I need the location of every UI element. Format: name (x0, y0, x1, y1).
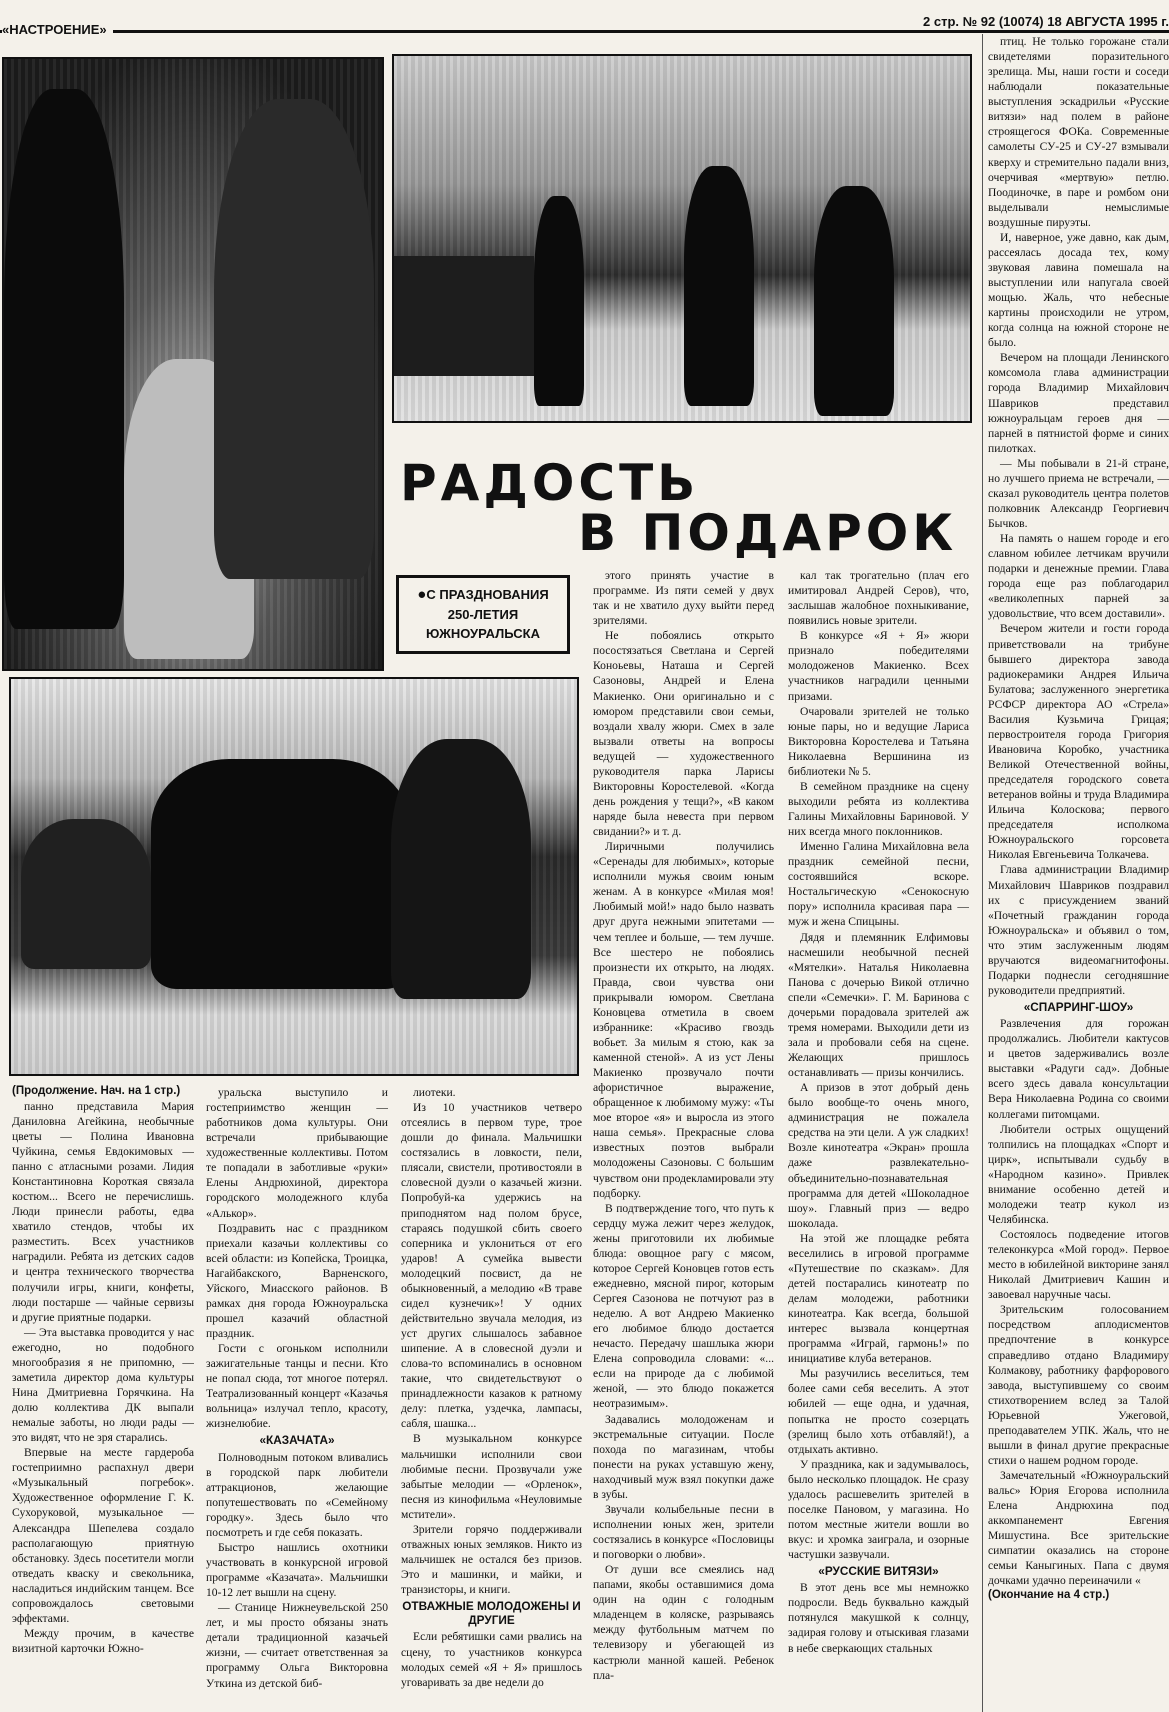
paragraph: уральска выступило и гостеприимство женщин — работников дома культуры. Они встречали прибывающие художественные коллективы. Потом те попадали в заботливые «руки» Елены Андрюхиной, директора городского молодежного клуба «Алькор». (206, 1086, 388, 1220)
paragraph: Замечательный «Южноуральский вальс» Юрия Егорова исполнила Елена Андрюхина под аккомпанемент Евгения Мишустина. Все зрительские симпатии оказались на стороне семьи Каныгиных. Папа с двумя дочками удачно переиначили « (988, 1469, 1169, 1588)
continuation-note: (Окончание на 4 стр.) (988, 1588, 1110, 1601)
paragraph: Именно Галина Михайловна вела праздник семейной песни, состоявшийся вскоре. Ностальгическую «Сенокосную пору» исполнила красивая пара — муж и жена Спицыны. (788, 840, 969, 929)
paragraph: Между прочим, в качестве визитной карточки Южно- (12, 1626, 194, 1656)
paragraph: Глава администрации Владимир Михайлович Шавриков поздравил их с присуждением званий «Почетный гражданин города Южноуральска» и объявил о том, что этим заслуженным людям вручаются видеомагнитофоны. Подарки поднесли сегодняшние руководители предприятий. (988, 863, 1169, 997)
paragraph: Быстро нашлись охотники участвовать в конкурсной игровой программе «Казачата». Мальчишки 10-12 лет вышли на сцену. (206, 1540, 388, 1600)
kicker-box (396, 575, 570, 654)
photo-cossack-horsemen (9, 677, 579, 1076)
paragraph: Дядя и племянник Елфимовы насмешили необычной песней «Мятелки». Наталья Николаевна Панова с дочерью Викой отлично спели «Семечки». Г. М. Баринова с дочерьми порадовала зрителей аж тремя номерами. Выходили дети из зала и пробовали себя на сцене. Желающих пришлось останавливать — призы кончились. (788, 930, 969, 1080)
paragraph: В этот день все мы немножко подросли. Ведь буквально каждый потянулся макушкой к солнцу, задирая голову и отыскивая глазами в небе сверкающих стальных (788, 1581, 969, 1655)
paragraph: кал так трогательно (плач его имитировал Андрей Серов), что, заслышав жалобное похныкивание, появились новые зрители. (788, 569, 969, 628)
paragraph: — Мы побывали в 21-й стране, но лучшего приема не встречали, — сказал руководитель центра полетов полковник Александр Георгиевич Бычков. (988, 456, 1169, 530)
paragraph: птиц. Не только горожане стали свидетелями поразительного зрелища. Мы, наши гости и соседи наблюдали показательные выступления эскадрильи «Русские витязи» над полем в районе строящегося ФОКа. Современные самолеты СУ-25 и СУ-27 взмывали кверху и стремительно падали вниз, очерчивая «мертвую» петлю. Поодиночке, в паре и ромбом они выделывали немыслимые воздушные пируэты. (988, 35, 1169, 229)
paragraph: В подтверждение того, что путь к сердцу мужа лежит через желудок, жены приготовили их любимые блюда: овощное рагу с мясом, которое Сергей Коновцев готов есть ежедневно, мясной пирог, которым Сергея Сазонова не потчуют раз в неделю. А вот Андрею Макиенко его любимое блюдо достается нечасто. Передачу шашлыка жюри Елена сопроводила словами: «... если на природе да с любимой женой, — это блюдо покажется неотразимым». (593, 1201, 774, 1411)
paragraph: Мы разучились веселиться, тем более сами себя веселить. А этот юбилей — еще одна, и удачная, попытка не просто созерцать (зрелищ было хоть отбавляй!), а отдыхать активно. (788, 1367, 969, 1456)
paragraph: Вечером жители и гости города приветствовали на трибуне бывшего директора завода радиокерамики Андрея Ильича Булатова; заслуженного энергетика РСФСР директора АО «Стрела» Василия Кузьмича Грицая; первостроителя города Григория Ивановича Коробко, участника Великой Отечественной войны, председателя городского совета ветеранов войны и труда Владимира Ильича Колоскова; первого председателя исполкома Южноуральского горсовета Николая Евгеньевича Толкачева. (988, 622, 1169, 862)
photo-crowd-with-child (2, 57, 384, 671)
paragraph: Зрители горячо поддерживали отважных юных земляков. Никто из мальчишек не остался без призов. Это и машинки, и майки, и транзисторы, и книги. (401, 1522, 582, 1597)
continuation-note: (Продолжение. Нач. на 1 стр.) (12, 1085, 181, 1097)
paragraph: лиотеки. (413, 1086, 456, 1099)
paragraph: Звучали колыбельные песни в исполнении юных жен, зрители состязались в конкурсе «Пословицы и поговорки о любви». (593, 1502, 774, 1562)
section-name: «НАСТРОЕНИЕ» (2, 22, 113, 37)
paragraph: Полноводным потоком вливались в городской парк любители аттракционов, желающие попутешествовать по «Семейному городку». Здесь было что посмотреть и где себя показать. (206, 1450, 388, 1539)
photo-priests-ceremony (392, 54, 972, 423)
paragraph: Лиричными получились «Серенады для любимых», которые исполнили мужья своим юным женам. А в конкурсе «Милая моя! Любимый мой!» надо было назвать друг друга нежными эпитетами — чем теплее и больше, — тем лучше. Все шестеро не побоялись произнести их открыто, на людях. Правда, свои чувства они прикрывали юмором. Светлана Коновцева отметила в своем избраннике: «Красиво гвоздь вобьет. За милым я стою, как за каменной стеной». А из уст Лены Макиенко прозвучало почти афористичное выражение, обращенное к любимому мужу: «Ты мое второе «я» и выросла из этого наша семья». Прекрасные слова известных поэтов выбрали молодожены Сазоновы. С большим чувством они продекламировали эту подборку. (593, 840, 774, 1200)
article-column-5 (788, 568, 969, 1712)
paragraph: Вечером на площади Ленинского комсомола глава администрации города Владимир Михайлович Шавриков представил южноуральцам героев дня — парней в пятнистой форме и синих пилотках. (988, 351, 1169, 455)
paragraph: Поздравить нас с праздником приехали казачьи коллективы со всей области: из Копейска, Троицка, Нагайбакского, Варненского, Уйского, Миасского районов. В рамках дня города Южноуральска прошел казачий областной праздник. (206, 1221, 388, 1340)
paragraph: На этой же площадке ребята веселились в игровой программе «Путешествие по сказкам». Для детей постарались кинотеатр по делам молодежи, работники кинотеатра. Как всегда, большой интерес вызвала концертная программа «Играй, гармонь!» по инициативе клуба ветеранов. (788, 1231, 969, 1366)
paragraph: Если ребятишки сами рвались на сцену, то участников конкурса молодых семей «Я + Я» пришлось уговаривать за две недели до (401, 1630, 582, 1689)
paragraph: А призов в этот добрый день было вообще-то очень много, администрация не пожалела средства на эти цели. А уж сладких! Возле кинотеатра «Экран» прошла даже развлекательно-объединительно-познавательная программа для детей «Шоколадное шоу». Главный приз — ведро шоколада. (788, 1081, 969, 1230)
subheading: «КАЗАЧАТА» (259, 1433, 335, 1448)
masthead-rule (0, 30, 1169, 33)
paragraph: Впервые на месте гардероба гостеприимно распахнул двери «Музыкальный погребок». Художественное оформление Г. К. Сухоруковой, музыкальное — Александра Шепелева создало располагающую приятную обстановку. Здесь посетители могли отведать кваску и свекольника, насладиться индийским танцем. Все сопровождалось световыми эффектами. (12, 1446, 194, 1625)
paragraph: Из 10 участников четверо отсеялись в первом туре, трое дошли до финала. Мальчишки состязались в ловкости, пели, плясали, свистели, противостояли в словесной дуэли о казачьей жизни. Попробуй-ка удержись на приподнятом над полом брусе, стараясь подушкой сбить своего соперника и уклониться от его ударов! А сумейка вывести молодецкий посвист, да не обыкновенный, а мелодию «В траве сидел кузнечик»! У одних действительно звучала мелодия, из уст других слышалось забавное шипение. А в словесной дуэли и слова-то вспоминались в основном такие, что свидетельствуют о принадлежности казаков к ратному делу: плетка, уздечка, лампасы, сабля, шашка... (401, 1101, 582, 1431)
paragraph: От души все смеялись над папами, якобы оставшимися дома один на один с голодным младенцем в коляске, разрываясь между футбольным матчем по телевизору и убегающей из кастрюли манной кашей. Ребенок пла- (593, 1563, 774, 1682)
paragraph: В семейном празднике на сцену выходили ребята из коллектива Галины Михайловны Бариновой. У них всегда много поклонников. (788, 779, 969, 839)
paragraph: Зрительским голосованием посредством аплодисментов предпочтение в конкурсе справедливо отдано Владимиру Колмакову, работнику фарфорового завода, выступившему со своим стихотворением вслед за Талой Юрьевной Ужеговой, преподавателем УПК. Жаль, что не вышли в финал другие прекрасные стихи о нашем родном городе. (988, 1303, 1169, 1467)
subheading: «СПАРРИНГ-ШОУ» (1023, 1000, 1134, 1014)
paragraph: Очаровали зрителей не только юные пары, но и ведущие Лариса Викторовна Коростелева и Татьяна Николаевна Вершинина из библиотеки № 5. (788, 704, 969, 778)
paragraph: На память о нашем городе и его славном юбилее летчикам вручили подарки и денежные премии. Глава города еще раз поблагодарил «великолепных парней за удовольствие, что всем доставили». (988, 532, 1169, 621)
paragraph: И, наверное, уже давно, как дым, рассеялась досада тех, кому звуковая лавина помешала на выступлении или напугала своей мощью. Жаль, что небесные картины происходили не утром, когда солнца на южной стороне не было. (988, 230, 1169, 350)
paragraph: этого принять участие в программе. Из пяти семей у двух так и не хватило духу выйти перед зрителями. (593, 569, 774, 628)
subheading: ОТВАЖНЫЕ МОЛОДОЖЕНЫ И ДРУГИЕ (402, 1599, 581, 1628)
paragraph: Гости с огоньком исполнили зажигательные танцы и песни. Кто не попал сюда, тот многое потерял. Театрализованный концерт «Казачья вольница» излучал тепло, красоту, жизнелюбие. (206, 1342, 388, 1431)
paragraph: В музыкальном конкурсе мальчишки исполнили свои любимые песни. Прозвучали уже забытые мелодии — «Орленок», песня из кинофильма «Неуловимые мстители». (401, 1432, 582, 1521)
paragraph: — Станице Нижнеувельской 250 лет, и мы просто обязаны знать детали традиционной казачьей жизни, — считает ответственная за программу Ольга Викторовна Уткина из детской биб- (206, 1601, 388, 1690)
article-column-1 (12, 1085, 194, 1712)
paragraph: Задавались молодоженам и экстремальные ситуации. После похода по магазинам, чтобы понести на руках уставшую жену, находчивый муж взял покупки даже в зубы. (593, 1412, 774, 1501)
article-column-6 (988, 34, 1169, 1712)
article-column-4 (593, 568, 774, 1712)
headline-line-2: В ПОДАРОК (578, 504, 958, 562)
kicker-line-1: С ПРАЗДНОВАНИЯ (426, 587, 549, 602)
bullet-icon: ● (417, 586, 427, 603)
paragraph: Развлечения для горожан продолжались. Любители кактусов и цветов задерживались возле выставки «Радуги сад». Добные всего здесь давала консультации Вера Николаевна Родина со своими коллегами питомцами. (988, 1017, 1169, 1121)
paragraph: В конкурсе «Я + Я» жюри признало победителями молодоженов Макиенко. Всех участников наградили ценными призами. (788, 629, 969, 703)
paragraph: У праздника, как и задумывалось, было несколько площадок. Не сразу удалось расшевелить зрителей в поселке Пановом, у магазина. Но потом местные жители вошли во вкус: и хромка заиграла, и озорные частушки зазвучали. (788, 1457, 969, 1562)
kicker-line-3: ЮЖНОУРАЛЬСКА (425, 625, 541, 641)
kicker-line-2: 250-ЛЕТИЯ (447, 606, 519, 622)
article-column-3 (401, 1085, 582, 1712)
article-column-2 (206, 1085, 388, 1712)
headline-line-1: РАДОСТЬ (400, 454, 700, 512)
issue-info: 2 стр. № 92 (10074) 18 АВГУСТА 1995 г. (923, 14, 1169, 29)
paragraph: Состоялось подведение итогов телеконкурса «Мой город». Первое место в юбилейной викторине занял Николай Дмитриевич Кашин и завоевал наручные часы. (988, 1228, 1169, 1302)
column-rule (982, 34, 983, 1712)
paragraph: Любители острых ощущений толпились на площадках «Спорт и цирк», испытывали судьбу в «Народном казино». Привлек внимание особенно детей и молодежи театр кукол из Челябинска. (988, 1122, 1169, 1226)
paragraph: — Эта выставка проводится у нас ежегодно, но подобного многообразия я не припомню, — заметила директор дома культуры Нина Дмитриевна Горячкина. На долю коллектива ДК выпали немалые заботы, но люди рады — это видят, что не зря старались. (12, 1325, 194, 1445)
paragraph: Не побоялись открыто посостязаться Светлана и Сергей Коноьевы, Наташа и Сергей Сазоновы, Андрей и Елена Макиенко. Они оригинально и с юмором представили свои семьи, воздали хвалу жюри. Смех в зале вызвали ответы на вопросы ведущей — художественного руководителя парка Ларисы Викторовны Коростелевой. «Когда день рождения у тещи?», «В каком наряде была невеста при первом свидании?» и т. д. (593, 629, 774, 839)
subheading: «РУССКИЕ ВИТЯЗИ» (818, 1564, 939, 1579)
paragraph: панно представила Мария Даниловна Агейкина, необычные цветы — Полина Ивановна Чуйкина, семья Евдокимовых — панно с атласными розами. Лидия Константиновна Короткая связала костюм... Всего не перечислишь. Люди принесли работы, едва хватило стендов, чтобы их разместить. Всех участников наградили. Ребята из детских садов и центра технического творчества получили игры, книги, конфеты, люди постарше — чайные сервизы и другие приятные подарки. (12, 1099, 194, 1324)
